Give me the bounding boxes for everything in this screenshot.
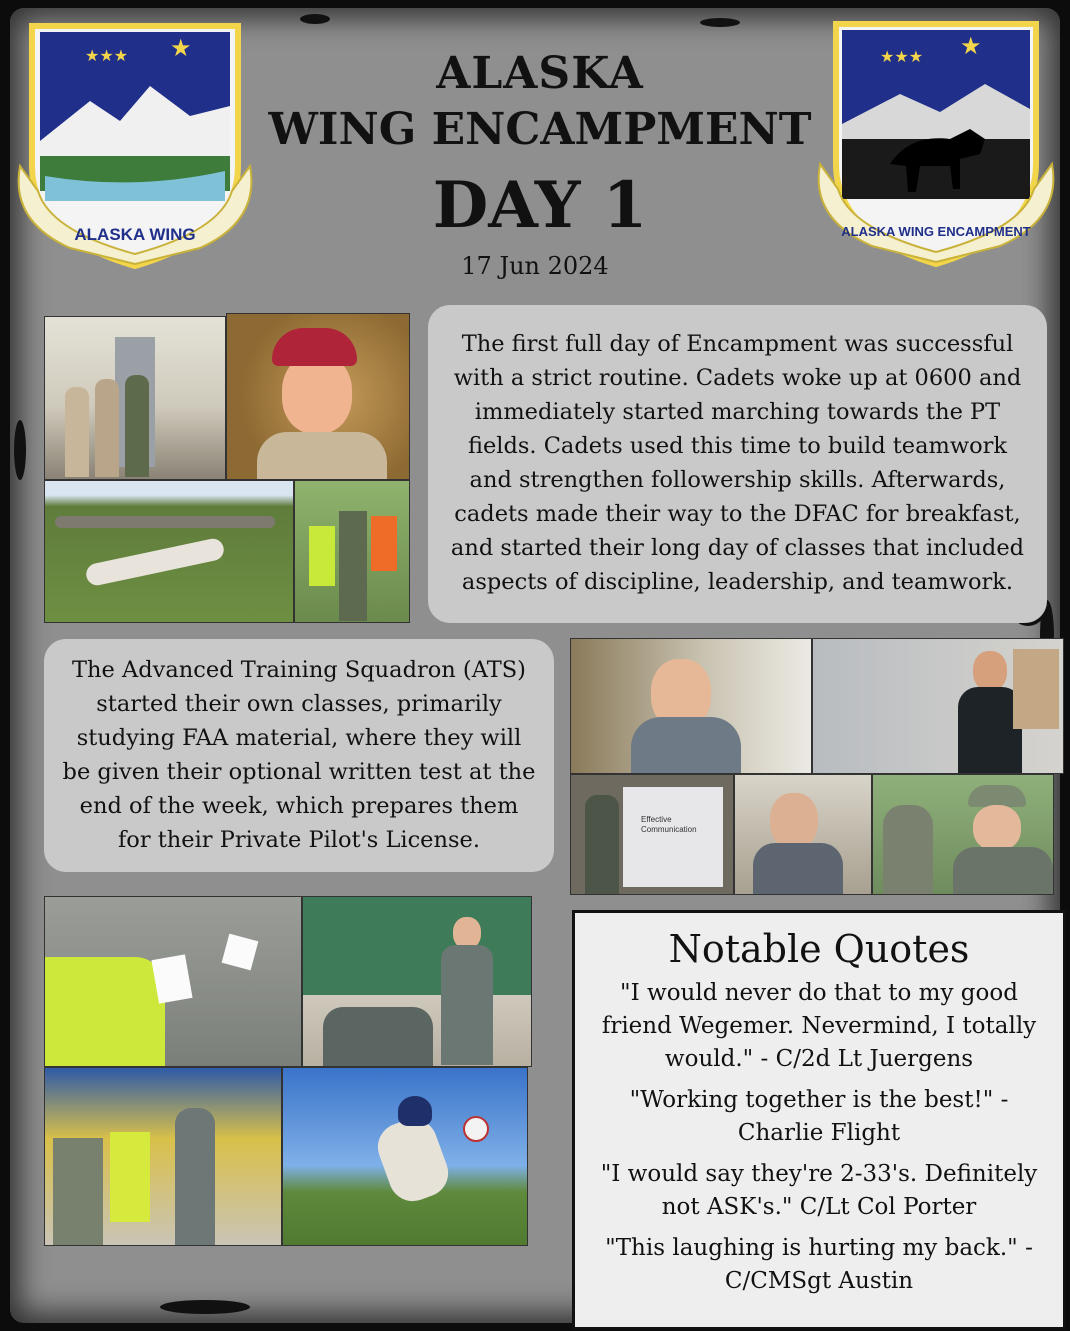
- quote-4: "This laughing is hurting my back." - C/CMSgt Austin: [605, 1235, 1033, 1294]
- grunge-speck: [14, 420, 26, 480]
- photo-cadet-thinking: [734, 774, 872, 895]
- ats-paragraph: The Advanced Training Squadron (ATS) started their own classes, primarily studying FAA material, where they will be given their optional written test at the end of the week, which prepares them for their Private Pilot's License.: [62, 657, 536, 853]
- svg-text:★: ★: [170, 34, 192, 62]
- photo-presentation: [570, 774, 734, 895]
- grunge-speck: [700, 18, 740, 27]
- left-badge-text: ALASKA WING: [74, 225, 196, 244]
- photo-safety-vests: [294, 480, 410, 623]
- grunge-speck: [160, 1300, 250, 1314]
- photo-dfac-line: [44, 1067, 282, 1246]
- date-label: 17 Jun 2024: [461, 252, 609, 280]
- quote-1: "I would never do that to my good friend Wegemer. Nevermind, I totally would." - C/2d Lt Juergens: [601, 980, 1037, 1072]
- svg-text:★★★: ★★★: [85, 46, 129, 65]
- quote-3: "I would say they're 2-33's. Definitely not ASK's." C/Lt Col Porter: [600, 1161, 1038, 1220]
- alaska-wing-badge-icon: [10, 16, 260, 271]
- photo-cadets-reading: [44, 896, 302, 1067]
- grunge-speck: [300, 14, 330, 24]
- title-line-1: ALASKA: [436, 48, 644, 99]
- photo-cadet-window: [570, 638, 812, 774]
- title-day: DAY 1: [432, 168, 648, 243]
- quotes-box: [572, 910, 1066, 1330]
- moose-badge-icon: [810, 14, 1062, 269]
- intro-paragraph: The first full day of Encampment was successful with a strict routine. Cadets woke up at 0600 and immediately started marching towards the PT fields. Cadets used this time to build teamwork and strengthen followership skills. Afterwards, cadets made their way to the DFAC for breakfast, and started their long day of classes that included aspects of discipline, leadership, and teamwork.: [450, 331, 1025, 595]
- slide-text: Effective Communication: [641, 815, 697, 834]
- svg-text:★: ★: [960, 32, 982, 60]
- photo-volleyball: [282, 1067, 528, 1246]
- encampment-badge: [810, 14, 1062, 269]
- photo-instructor: [812, 638, 1064, 774]
- quote-2: "Working together is the best!" - Charlie Flight: [629, 1087, 1009, 1146]
- photo-pushups: [44, 480, 294, 623]
- photo-chalkboard-class: [302, 896, 532, 1067]
- ats-panel: [44, 639, 554, 872]
- quotes-heading: Notable Quotes: [668, 927, 970, 971]
- intro-panel: [428, 305, 1047, 623]
- alaska-wing-badge: [10, 16, 260, 271]
- photo-cadet-shouting: [226, 313, 410, 480]
- svg-text:★★★: ★★★: [880, 47, 924, 66]
- title-line-2: WING ENCAMPMENT: [268, 104, 812, 155]
- right-badge-text: ALASKA WING ENCAMPMENT: [841, 224, 1031, 239]
- photo-cadets-outdoor: [872, 774, 1054, 895]
- photo-hallway: [44, 316, 226, 480]
